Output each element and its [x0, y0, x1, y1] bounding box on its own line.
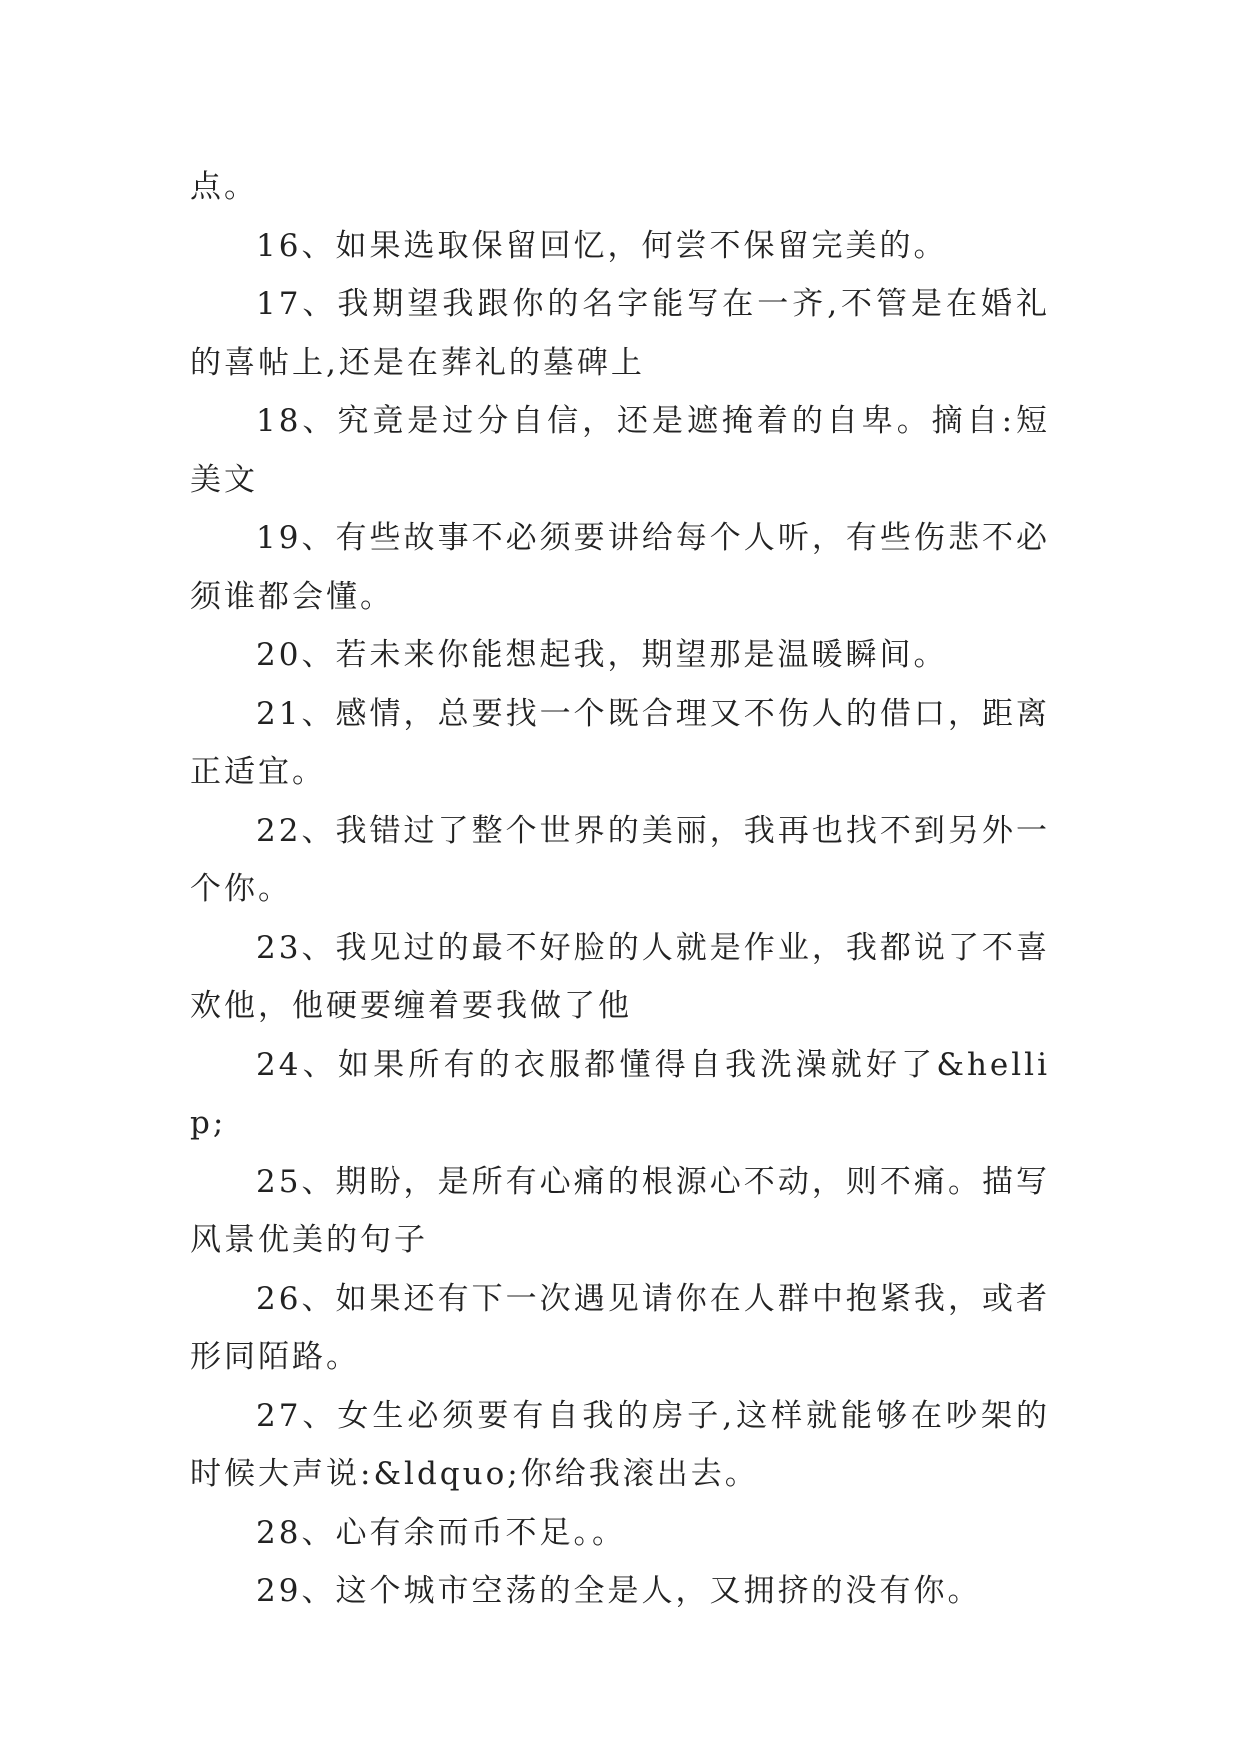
- paragraph-22: 22、我错过了整个世界的美丽，我再也找不到另外一个你。: [190, 812, 1050, 907]
- document-body: [190, 158, 1050, 1621]
- paragraph-24: 24、如果所有的衣服都懂得自我洗澡就好了&hellip;: [190, 1046, 1050, 1141]
- paragraph-27: 27、女生必须要有自我的房子,这样就能够在吵架的时候大声说:&ldquo;你给我滚出去。: [190, 1397, 1050, 1492]
- paragraph-17: 17、我期望我跟你的名字能写在一齐,不管是在婚礼的喜帖上,还是在葬礼的墓碑上: [190, 286, 1050, 381]
- paragraph-29: 29、这个城市空荡的全是人，又拥挤的没有你。: [256, 1573, 982, 1609]
- paragraph-19: 19、有些故事不必须要讲给每个人听，有些伤悲不必须谁都会懂。: [190, 520, 1050, 615]
- paragraph-26: 26、如果还有下一次遇见请你在人群中抱紧我，或者形同陌路。: [190, 1280, 1050, 1375]
- paragraph-18: 18、究竟是过分自信，还是遮掩着的自卑。摘自:短美文: [190, 403, 1050, 498]
- paragraph-continuation: 点。: [190, 169, 258, 205]
- paragraph-21: 21、感情，总要找一个既合理又不伤人的借口，距离正适宜。: [190, 695, 1050, 790]
- paragraph-20: 20、若未来你能想起我，期望那是温暖瞬间。: [256, 637, 948, 673]
- paragraph-28: 28、心有余而币不足。。: [256, 1514, 626, 1551]
- paragraph-25: 25、期盼，是所有心痛的根源心不动，则不痛。描写风景优美的句子: [190, 1163, 1050, 1258]
- paragraph-23: 23、我见过的最不好脸的人就是作业，我都说了不喜欢他，他硬要缠着要我做了他: [190, 929, 1050, 1024]
- paragraph-16: 16、如果选取保留回忆，何尝不保留完美的。: [256, 227, 948, 264]
